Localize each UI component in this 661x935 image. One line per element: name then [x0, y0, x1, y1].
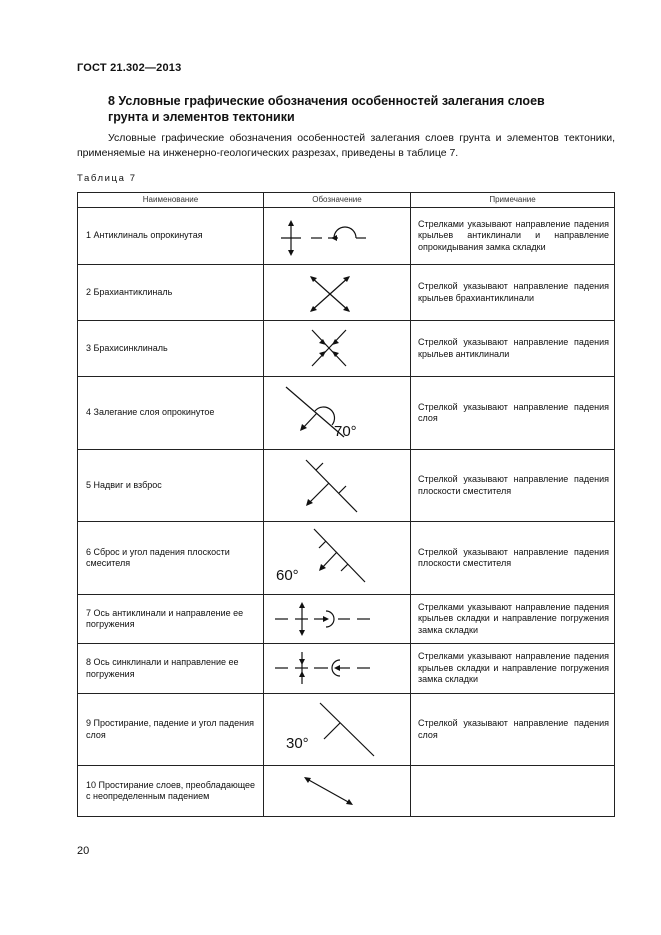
section-title: 8 Условные графические обозначения особенностей залегания слоев грунта и элементов тектоники — [108, 94, 545, 124]
row-name: 10 Простирание слоев, преобладающее с неопределенным падением — [78, 766, 264, 817]
row-note: Стрелками указывают направление падения крыльев складки и направление погружения замка складки — [411, 644, 615, 694]
strike-dip-symbol — [264, 694, 411, 765]
page-number: 20 — [77, 845, 90, 857]
table-row — [78, 450, 615, 522]
anticline-axis-symbol — [264, 595, 411, 643]
row-note: Стрелкой указывают направление падения слоя — [411, 377, 615, 450]
row-symbol — [264, 694, 411, 766]
row-symbol — [264, 644, 411, 694]
row-note: Стрелками указывают направление падения крыльев антиклинали и направление опрокидывания замка складки — [411, 208, 615, 265]
row-note: Стрелкой указывают направление падения плоскости сместителя — [411, 522, 615, 595]
table-row — [78, 208, 615, 265]
symbols-table — [77, 192, 615, 817]
row-note: Стрелкой указывают направление падения крыльев брахиантиклинали — [411, 265, 615, 321]
table-row — [78, 265, 615, 321]
table-row — [78, 377, 615, 450]
row-symbol — [264, 377, 411, 450]
table-header-row — [78, 193, 615, 208]
section-paragraph: Условные графические обозначения особенностей залегания слоев грунта и элементов тектоники, применяемые на инженерно-геологических разрезах, приведены в таблице 7. — [77, 132, 615, 159]
row-note: Стрелкой указывают направление падения слоя — [411, 694, 615, 766]
row-note — [411, 766, 615, 817]
row-note: Стрелкой указывают направление падения крыльев антиклинали — [411, 321, 615, 377]
row-name: 4 Залегание слоя опрокинутое — [78, 377, 264, 450]
dip-angle-label: 60° — [276, 567, 299, 584]
dip-angle-label: 70° — [334, 423, 357, 440]
row-name: 2 Брахиантиклиналь — [78, 265, 264, 321]
row-symbol — [264, 265, 411, 321]
column-header-note: Примечание — [411, 193, 615, 208]
document-code-header: ГОСТ 21.302—2013 — [77, 62, 182, 74]
row-note: Стрелками указывают направление падения крыльев складки и направление погружения замка складки — [411, 595, 615, 644]
row-name: 8 Ось синклинали и направление ее погружения — [78, 644, 264, 694]
row-name: 9 Простирание, падение и угол падения слоя — [78, 694, 264, 766]
bed-strike-symbol — [264, 766, 411, 816]
row-symbol — [264, 450, 411, 522]
table-caption: Таблица 7 — [77, 173, 137, 184]
row-symbol — [264, 321, 411, 377]
overturned-anticline-symbol — [264, 208, 411, 264]
overturned-bed-symbol — [264, 377, 411, 449]
table-row — [78, 522, 615, 595]
row-name: 5 Надвиг и взброс — [78, 450, 264, 522]
row-name: 1 Антиклиналь опрокинутая — [78, 208, 264, 265]
dip-angle-label: 30° — [286, 735, 309, 752]
row-symbol — [264, 208, 411, 265]
brachyanticline-symbol — [264, 265, 411, 320]
table-row — [78, 644, 615, 694]
brachysyncline-symbol — [264, 321, 411, 376]
row-name: 7 Ось антиклинали и направление ее погружения — [78, 595, 264, 644]
syncline-axis-symbol — [264, 644, 411, 693]
table-row — [78, 595, 615, 644]
row-symbol — [264, 766, 411, 817]
table-row — [78, 694, 615, 766]
column-header-symbol: Обозначение — [264, 193, 411, 208]
table-row — [78, 766, 615, 817]
row-symbol — [264, 595, 411, 644]
row-name: 3 Брахисинклиналь — [78, 321, 264, 377]
normal-fault-symbol — [264, 522, 411, 594]
table-row — [78, 321, 615, 377]
row-name: 6 Сброс и угол падения плоскости смесителя — [78, 522, 264, 595]
column-header-name: Наименование — [78, 193, 264, 208]
thrust-reverse-fault-symbol — [264, 450, 411, 521]
row-symbol — [264, 522, 411, 595]
row-note: Стрелкой указывают направление падения плоскости сместителя — [411, 450, 615, 522]
